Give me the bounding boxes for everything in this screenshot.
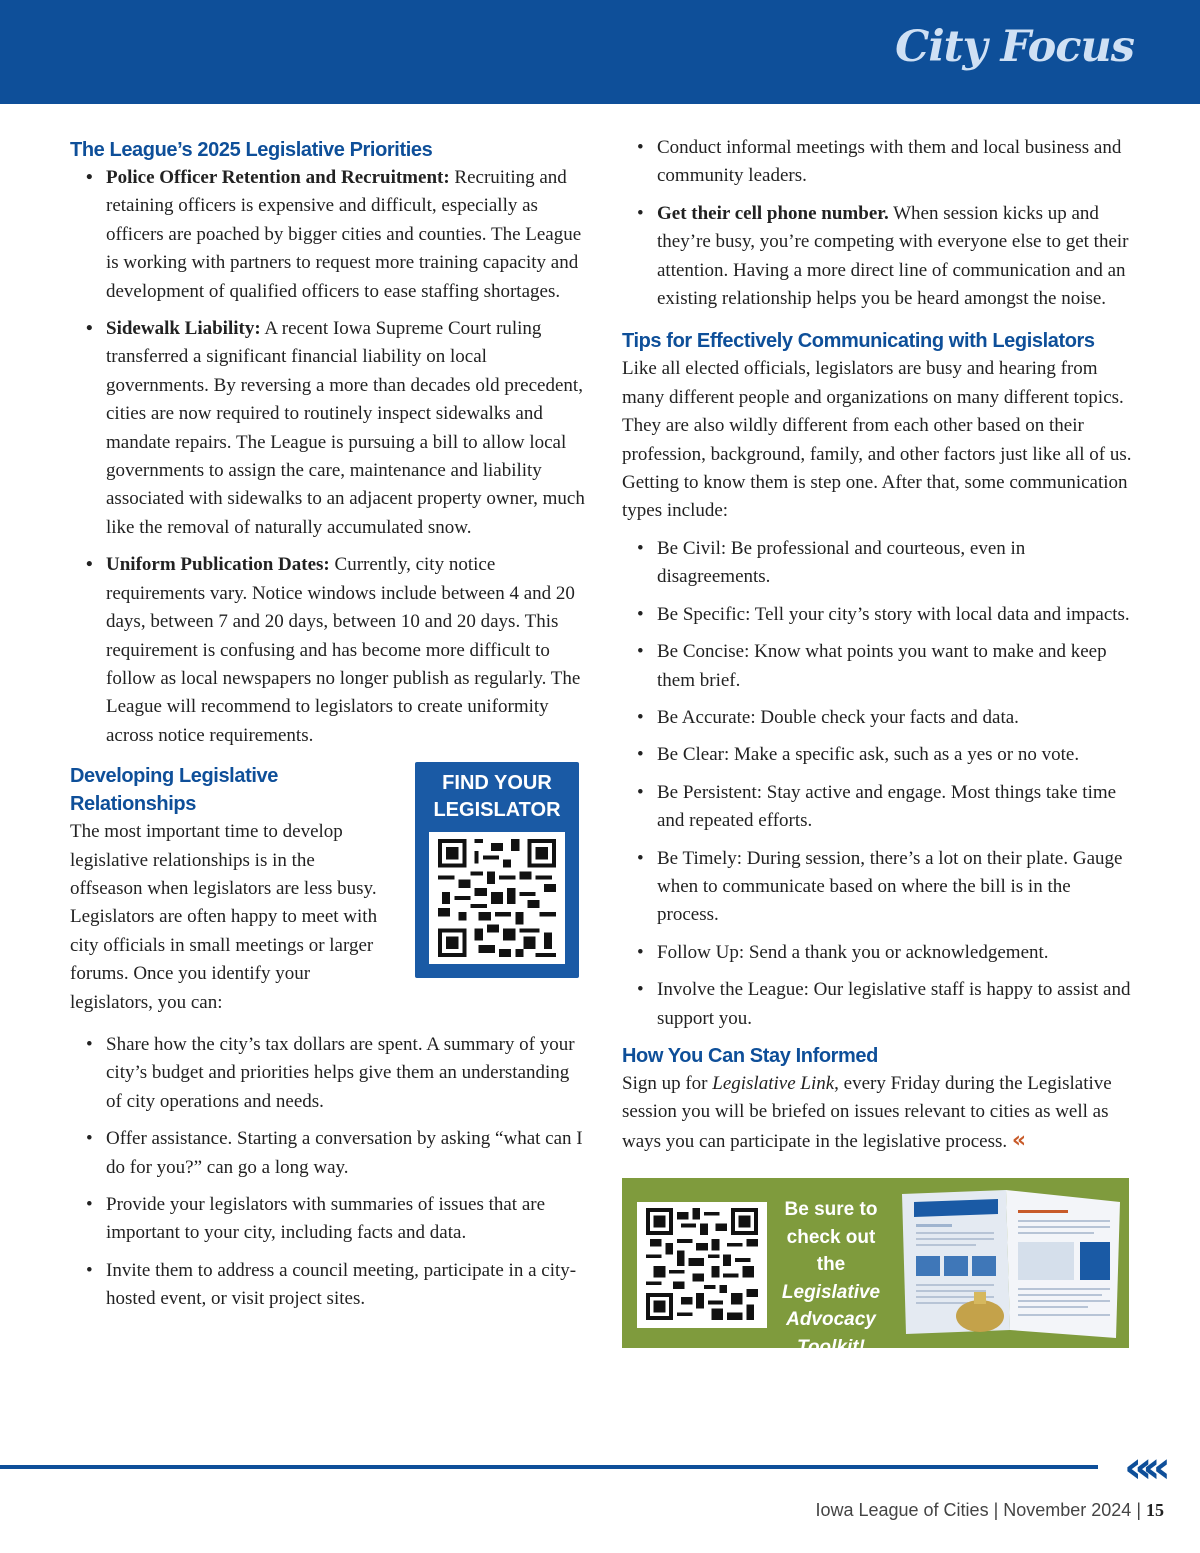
footer-rule — [0, 1465, 1098, 1469]
page-footer: Iowa League of Cities | November 2024 | 15 — [815, 1500, 1164, 1520]
header-bar — [0, 0, 1200, 104]
priorities-heading: The League’s 2025 Legislative Priorities — [70, 139, 433, 161]
end-mark-icon: «« — [1124, 1442, 1161, 1493]
list-item: • Be Specific: Tell your city’s story with local data and impacts. — [637, 603, 1130, 625]
tips-body: Like all elected officials, legislators are busy and hearing from many different people and organizations on many different topics. They are also wildly different from each other based on their profession, background, family, and other factors just like all of us. Getting to know them is step one. After that, some communication types include: — [622, 358, 1132, 522]
developing-list-continued — [637, 134, 1137, 313]
developing-section — [70, 762, 585, 1017]
toolkit-promo[interactable] — [622, 1178, 1129, 1358]
developing-list — [86, 1031, 585, 1314]
list-item: • Follow Up: Send a thank you or acknowledgement. — [637, 941, 1049, 963]
list-item: • Get their cell phone number. When session kicks up and they’re busy, you’re competing with everyone else to get their attention. Having a more direct line of communication and an existing relationship helps you be heard amongst the noise. — [637, 202, 1129, 310]
list-item: • Uniform Publication Dates: Currently, city notice requirements vary. Notice windows include between 4 and 20 days, between 7 and 20 days, between 10 and 20 days. This requirement is confusing and has become more difficult to follow as local newspapers no longer publish as regularly. The League will recommend to legislators to create uniformity across notice requirements. — [86, 554, 581, 746]
left-column — [70, 136, 585, 1323]
list-item: • Invite them to address a council meeting, participate in a city-hosted event, or visit project sites. — [86, 1259, 577, 1310]
toolkit-booklet-image — [894, 1188, 1126, 1340]
qr-code-icon[interactable] — [646, 1208, 758, 1320]
qr-code-icon[interactable] — [438, 839, 556, 957]
legislative-link-title[interactable]: Legislative Link — [712, 1072, 835, 1094]
informed-body: Sign up for Legislative Link, every Friday during the Legislative session you will be briefed on issues relevant to cities as well as ways you can participate in the legislative process. « — [622, 1072, 1112, 1153]
list-item: • Provide your legislators with summaries of issues that are important to your city, including facts and data. — [86, 1194, 546, 1244]
list-item: • Involve the League: Our legislative staff is happy to assist and support you. — [637, 979, 1131, 1029]
right-column — [622, 134, 1137, 1358]
list-item: • Sidewalk Liability: A recent Iowa Supreme Court ruling transferred a significant financial liability on local governments. By reversing a more than decades old precedent, cities are now required to routinely inspect sidewalks and mandate repairs. The League is pursuing a bill to allow local governments to assign the care, maintenance and liability associated with sidewalks to an adjacent property owner, much like the removal of naturally accumulated snow. — [86, 318, 585, 538]
page-number: 15 — [1146, 1500, 1164, 1520]
developing-heading: Developing Legislative Relationships — [70, 765, 278, 816]
find-legislator-title: FIND YOUR LEGISLATOR — [433, 772, 561, 822]
list-item: • Be Civil: Be professional and courteous, even in disagreements. — [637, 537, 1026, 588]
tips-list — [637, 535, 1137, 1033]
end-mark-icon: « — [1011, 1127, 1027, 1153]
priorities-list — [86, 164, 585, 750]
list-item: • Conduct informal meetings with them and local business and community leaders. — [637, 137, 1122, 187]
list-item: • Be Persistent: Stay active and engage. Most things take time and repeated efforts. — [637, 781, 1117, 832]
list-item: • Offer assistance. Starting a conversation by asking “what can I do for you?” can go a long way. — [86, 1128, 583, 1178]
developing-body: The most important time to develop legislative relationships is in the offseason when legislators are less busy. Legislators are often happy to meet with city officials in small meetings or larger forums. Once you identify your legislators, you can: — [70, 821, 378, 1013]
brand-title: City Focus — [895, 22, 1134, 72]
list-item: • Police Officer Retention and Recruitment: Recruiting and retaining officers is expensive and difficult, especially as officers are poached by bigger cities and counties. The League is working with partners to request more training capacity and development of qualified officers to ease staffing shortages. — [86, 167, 582, 302]
list-item: • Be Concise: Know what points you want to make and keep them brief. — [637, 641, 1107, 691]
list-item: • Be Clear: Make a specific ask, such as a yes or no vote. — [637, 744, 1080, 766]
list-item: • Be Timely: During session, there’s a lot on their plate. Gauge when to communicate based on where the bill is in the process. — [637, 847, 1123, 926]
list-item: • Share how the city’s tax dollars are spent. A summary of your city’s budget and priorities helps give them an understanding of city operations and needs. — [86, 1033, 575, 1112]
find-legislator-box[interactable] — [415, 762, 579, 978]
list-item: • Be Accurate: Double check your facts and data. — [637, 706, 1019, 728]
toolkit-text: Be sure to check out the Legislative Advocacy Toolkit! — [781, 1199, 881, 1358]
tips-heading: Tips for Effectively Communicating with Legislators — [622, 330, 1095, 353]
informed-heading: How You Can Stay Informed — [622, 1044, 878, 1067]
